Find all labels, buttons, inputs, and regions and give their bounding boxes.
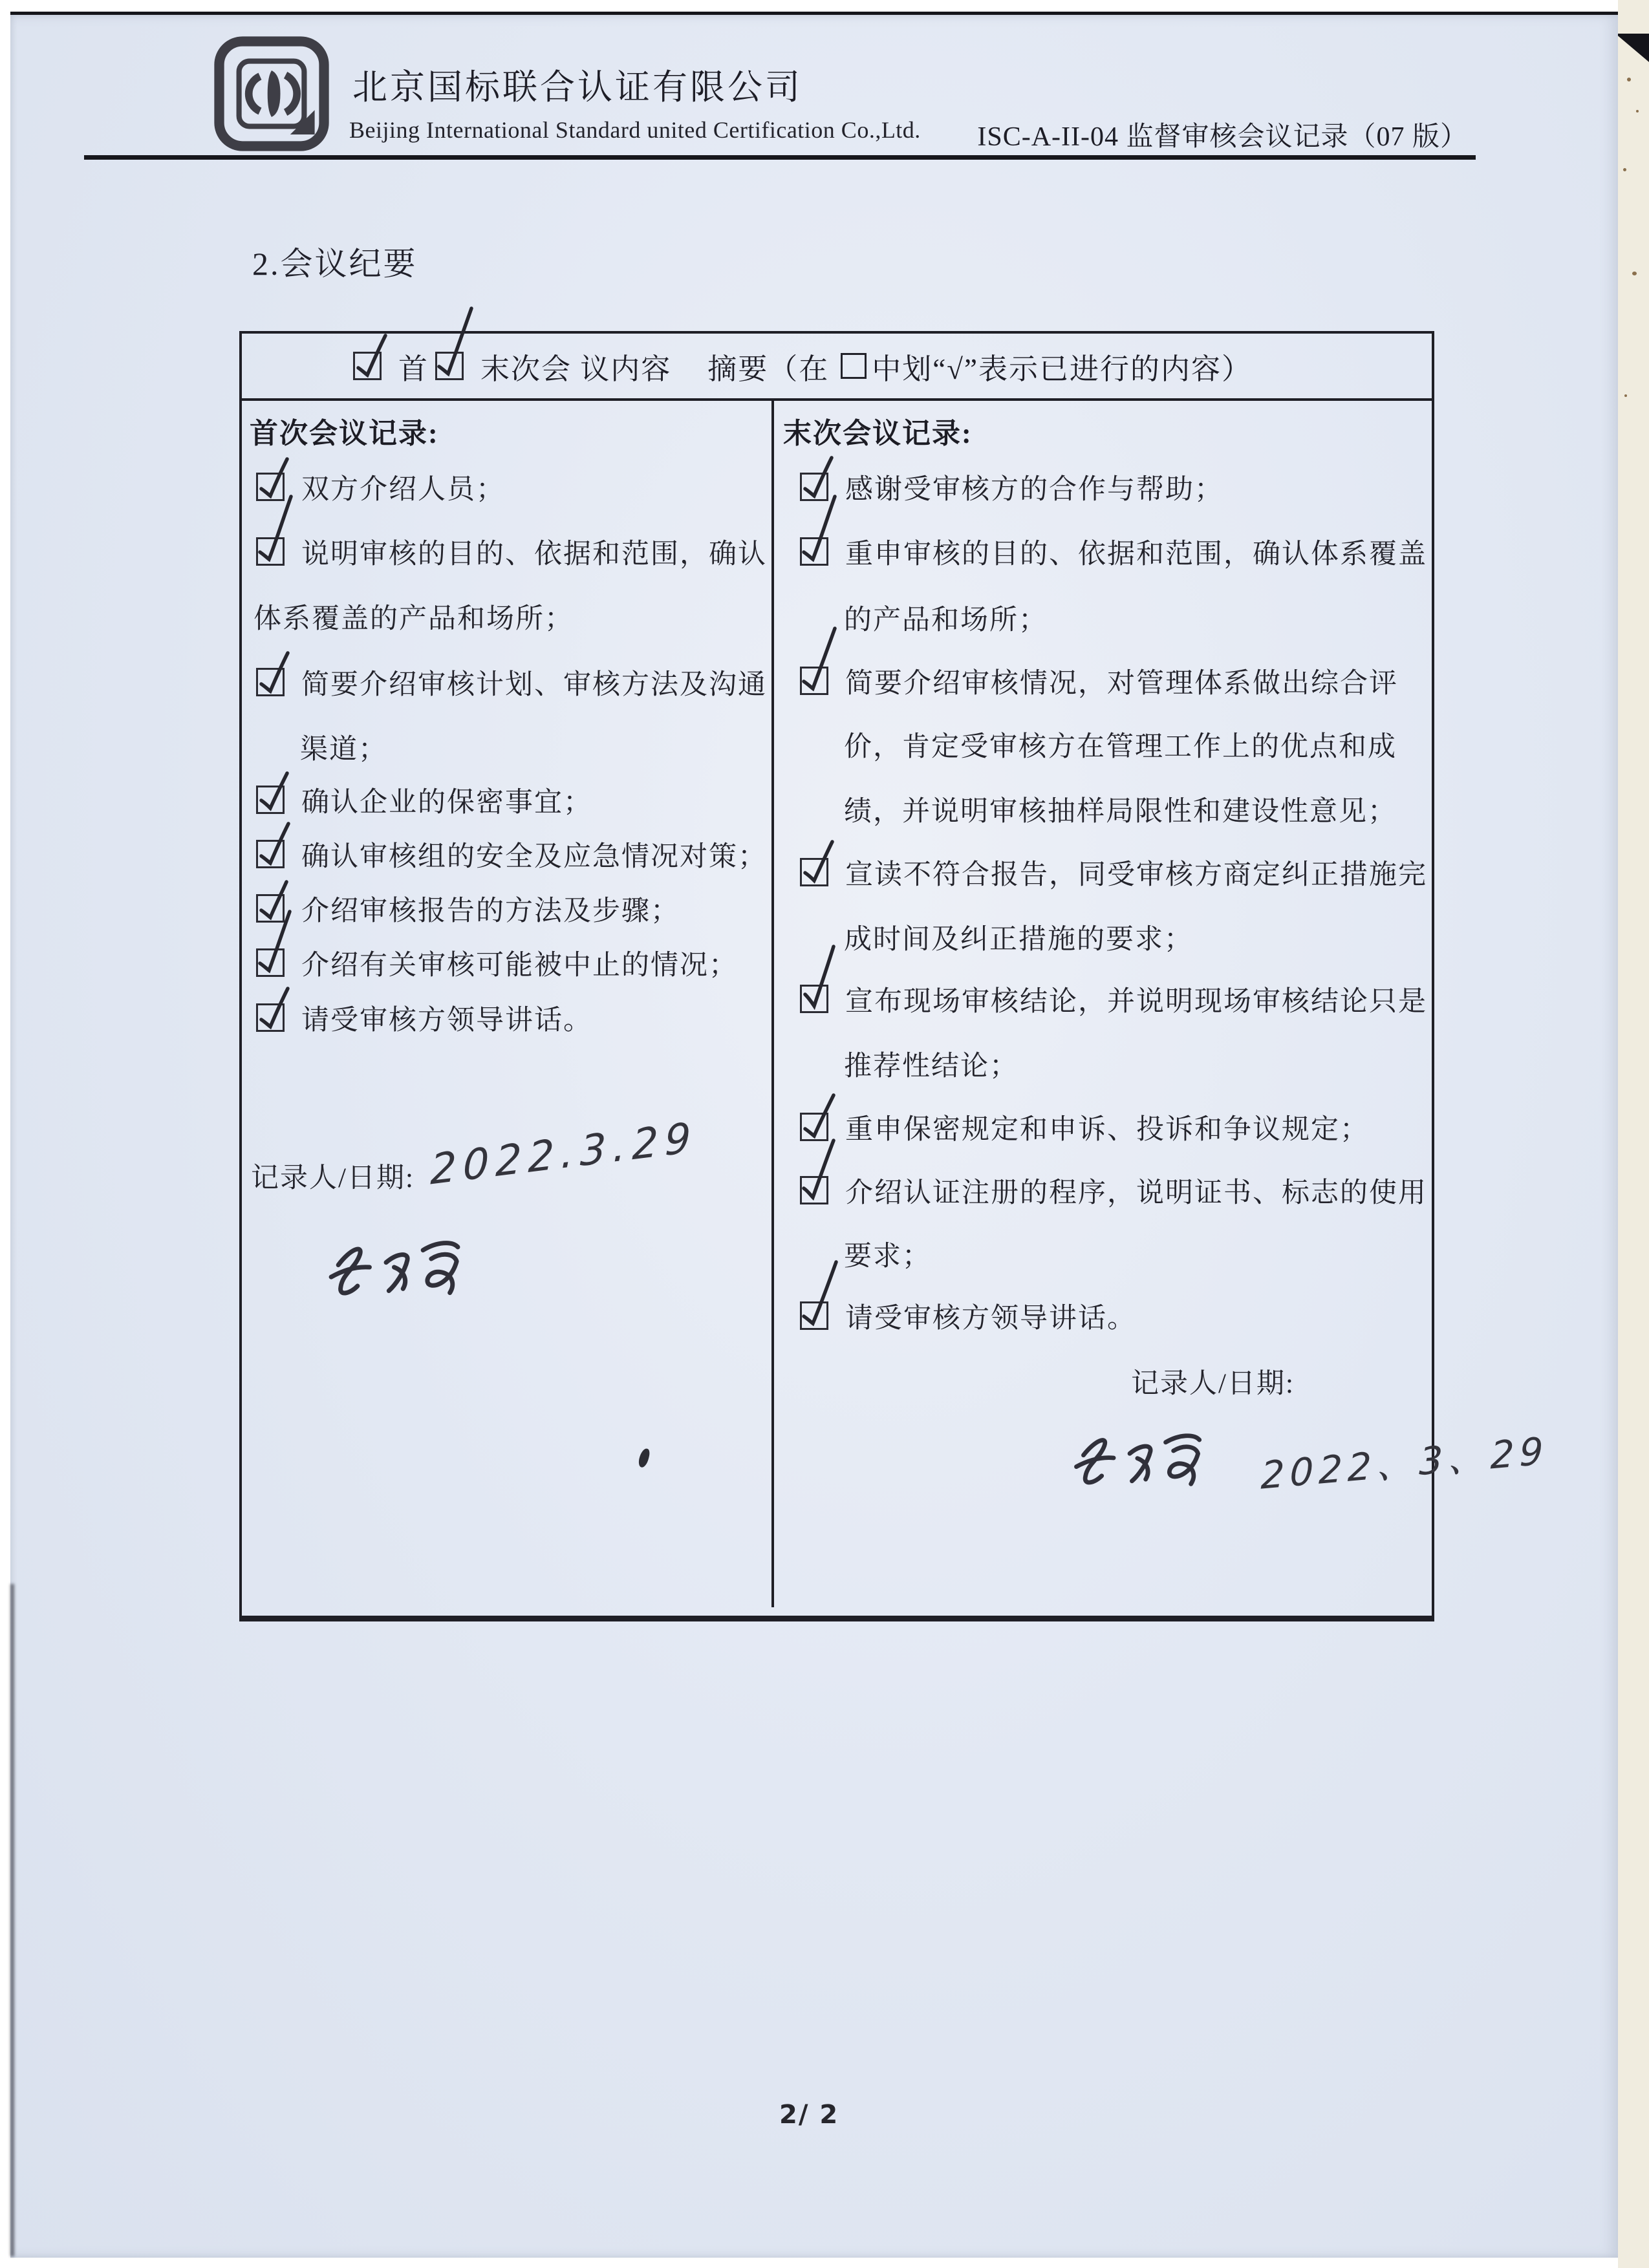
scan-dust-speck [1623,168,1626,171]
meeting-item-line: 简要介绍审核计划、审核方法及沟通 [256,663,767,701]
meeting-item-line: 重申审核的目的、依据和范围，确认体系覆盖 [800,533,1427,570]
checked-checkbox-icon [800,537,828,566]
meeting-item-line: 感谢受审核方的合作与帮助； [800,468,1223,506]
checked-checkbox-icon [800,858,828,886]
last-meeting-cell [774,401,1549,1607]
company-name-english: Beijing International Standard united Certification Co.,Ltd. [349,117,921,143]
table-header-row [242,334,1432,401]
meeting-item-line: 请受审核方领导讲话。 [800,1297,1136,1334]
scan-dust-speck [1636,110,1639,112]
handwritten-signature [1063,1411,1260,1518]
checked-checkbox-icon [353,352,382,380]
checked-checkbox-icon [256,786,285,814]
scan-dust-speck [1624,394,1627,397]
scan-dust-speck [1627,78,1631,81]
empty-checkbox-icon [841,353,867,379]
last-meeting-title: 末次会议记录: [783,418,973,449]
scanner-background-strip [1618,0,1649,2268]
checked-checkbox-icon [256,840,285,868]
handwritten-date: 2022、3、29 [1260,1428,1549,1498]
section-title: 2.会议纪要 [252,246,418,282]
header-first-label: 首 [398,352,429,385]
first-meeting-title: 首次会议记录: [250,418,439,449]
meeting-item-continuation: 体系覆盖的产品和场所； [253,603,574,634]
meeting-item-line: 请受审核方领导讲话。 [256,999,592,1036]
checked-checkbox-icon [256,948,285,977]
checked-checkbox-icon [256,668,285,696]
checked-checkbox-icon [800,667,828,695]
meeting-summary-table [239,331,1549,1621]
meeting-item-line: 简要介绍审核情况，对管理体系做出综合评 [800,662,1398,700]
checked-checkbox-icon [800,1176,828,1204]
ink-speck [638,1448,651,1468]
page-number: 2/ 2 [779,2100,839,2130]
meeting-item-line: 确认企业的保密事宜； [256,781,592,818]
scan-dust-speck [1632,272,1637,275]
meeting-item-continuation: 要求； [844,1241,931,1272]
meeting-item-line: 宣布现场审核结论，并说明现场审核结论只是 [800,980,1427,1018]
company-logo [213,36,330,152]
handwritten-signature [317,1218,523,1329]
meeting-item-line: 介绍认证注册的程序，说明证书、标志的使用 [800,1171,1427,1209]
meeting-item-line: 宣读不符合报告，同受审核方商定纠正措施完 [800,853,1427,891]
header-last-label: 末次会 议内容 [480,352,672,385]
meeting-item-line: 说明审核的目的、依据和范围，确认 [256,533,767,570]
checked-checkbox-icon [800,985,828,1013]
meeting-item-line: 介绍审核报告的方法及步骤； [256,890,680,927]
meeting-item-continuation: 价，肯定受审核方在管理工作上的优点和成 [844,731,1397,762]
checked-checkbox-icon [435,352,464,380]
meeting-item-continuation: 成时间及纠正措施的要求； [844,924,1193,955]
paper-edge-shadow [10,1584,14,2256]
document-code: ISC-A-II-04 监督审核会议记录（07 版） [977,122,1468,152]
meeting-item-line: 双方介绍人员； [256,468,505,506]
meeting-item-continuation: 绩，并说明审核抽样局限性和建设性意见； [844,796,1397,827]
meeting-item-line: 介绍有关审核可能被中止的情况； [256,944,738,981]
header-summary-prefix: 摘要（在 [707,352,830,385]
meeting-item-line: 重申保密规定和申诉、投诉和争议规定； [800,1108,1369,1146]
recorder-date-label: 记录人/日期: [1131,1369,1295,1399]
header-summary-suffix: 中划“√”表示已进行的内容） [872,352,1252,385]
first-meeting-cell [242,401,774,1607]
recorder-date-label: 记录人/日期: [251,1163,415,1193]
checked-checkbox-icon [800,1301,828,1330]
meeting-item-continuation: 渠道； [300,734,387,765]
handwritten-date: 2022.3.29 [429,1113,698,1195]
checked-checkbox-icon [256,1003,285,1032]
company-name-chinese: 北京国标联合认证有限公司 [352,68,803,107]
meeting-item-line: 确认审核组的安全及应急情况对策； [256,835,767,873]
meeting-item-continuation: 的产品和场所； [844,604,1048,636]
checked-checkbox-icon [256,537,285,566]
header-divider-line [84,155,1476,160]
meeting-item-continuation: 推荐性结论； [844,1051,1018,1082]
